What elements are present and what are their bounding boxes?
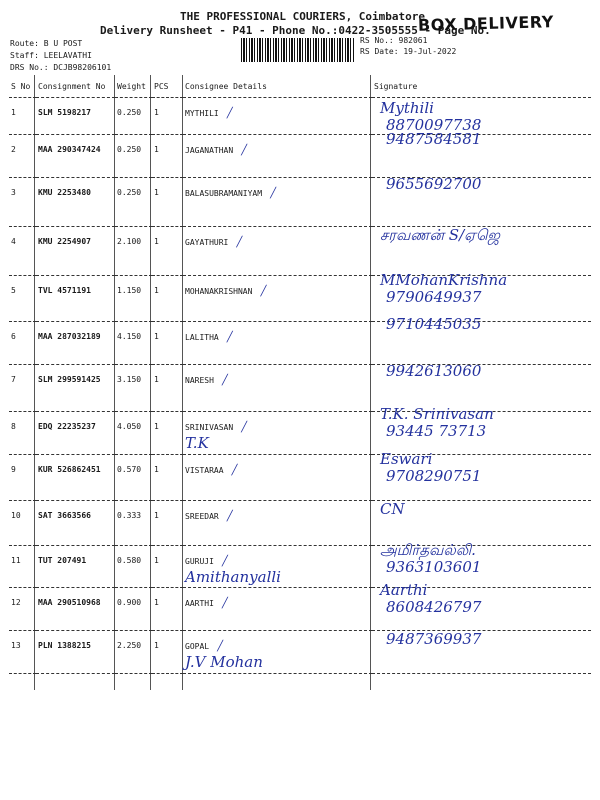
row-pcs: 1 — [154, 422, 159, 431]
route-label: Route: B U POST — [10, 39, 83, 48]
signature-name: Mythili — [380, 99, 434, 117]
row-weight: 0.570 — [117, 465, 142, 474]
row-sno: 1 — [11, 108, 16, 117]
row-sno: 4 — [11, 237, 16, 246]
row-consignment-no: TVL 4571191 — [38, 286, 91, 295]
row-consignment-no: EDQ 22235237 — [38, 422, 96, 431]
check-mark-icon: ╱ — [221, 598, 228, 609]
row-consignee — [183, 455, 372, 501]
row-weight: 0.580 — [117, 556, 142, 565]
table-row — [9, 455, 591, 501]
row-consignee — [183, 365, 372, 412]
signature-phone: 8870097738 — [386, 116, 482, 134]
row-consignee — [183, 227, 372, 276]
table-row — [9, 178, 591, 227]
row-signature — [372, 501, 591, 546]
check-mark-icon: ╱ — [270, 188, 277, 199]
row-weight: 4.150 — [117, 332, 142, 341]
handwritten-signature — [380, 451, 481, 485]
table-row — [9, 588, 591, 631]
check-mark-icon: ╱ — [241, 145, 248, 156]
row-signature — [372, 450, 591, 501]
row-sno: 9 — [11, 465, 16, 474]
table-row — [9, 276, 591, 322]
col-consignment: Consignment No — [38, 81, 106, 91]
row-pcs: 1 — [154, 465, 159, 474]
consignee-name: MOHANAKRISHNAN — [185, 287, 253, 296]
runsheet-body — [9, 98, 591, 674]
row-consignee — [183, 588, 372, 631]
handwritten-signature — [380, 542, 481, 576]
row-signature — [372, 227, 591, 276]
row-consignee — [183, 135, 372, 178]
barcode-image — [241, 38, 354, 62]
signature-phone: 9710445035 — [386, 315, 482, 333]
row-consignee — [183, 276, 372, 322]
row-sno: 7 — [11, 375, 16, 384]
row-pcs: 1 — [154, 598, 159, 607]
row-weight: 3.150 — [117, 375, 142, 384]
check-mark-icon: ╱ — [221, 375, 228, 386]
table-row — [9, 412, 591, 455]
document-title: THE PROFESSIONAL COURIERS, Coimbatore — [180, 10, 426, 23]
check-mark-icon: ╱ — [226, 332, 233, 343]
document-subtitle: Delivery Runsheet - P41 - Phone No.:0422-3505555 - Page No. — [100, 24, 491, 37]
signature-phone: 9942613060 — [386, 362, 482, 380]
col-weight: Weight — [117, 81, 146, 91]
consignee-handwritten-note: J.V Mohan — [185, 653, 263, 671]
consignee-name: GOPAL — [185, 642, 210, 651]
row-consignment-no: MAA 287032189 — [38, 332, 101, 341]
consignee-name: MYTHILI — [185, 109, 219, 118]
row-sno: 12 — [11, 598, 21, 607]
row-sno: 3 — [11, 188, 16, 197]
handwritten-signature — [380, 363, 481, 380]
row-pcs: 1 — [154, 188, 159, 197]
signature-name: Eswari — [380, 450, 433, 468]
handwritten-signature — [380, 631, 481, 648]
row-consignment-no: KUR 526862451 — [38, 465, 101, 474]
check-mark-icon: ╱ — [231, 465, 238, 476]
row-signature — [372, 631, 591, 674]
row-pcs: 1 — [154, 556, 159, 565]
row-pcs: 1 — [154, 375, 159, 384]
handwritten-signature — [380, 131, 481, 148]
handwritten-signature — [380, 176, 481, 193]
row-pcs: 1 — [154, 237, 159, 246]
table-row — [9, 365, 591, 412]
row-consignee — [183, 98, 372, 135]
row-signature — [372, 175, 591, 227]
signature-name: அமிர்தவல்லி. — [380, 541, 476, 559]
check-mark-icon: ╱ — [226, 511, 233, 522]
consignee-name: SRINIVASAN — [185, 423, 234, 432]
row-consignee — [183, 322, 372, 365]
signature-name: CN — [380, 500, 405, 518]
row-weight: 2.250 — [117, 641, 142, 650]
signature-name: சரவணன் S/ஏஜெ — [380, 226, 500, 244]
consignee-name: AARTHI — [185, 599, 214, 608]
staff-label: Staff: LEELAVATHI — [10, 51, 92, 60]
table-row — [9, 227, 591, 276]
row-signature — [372, 315, 591, 365]
signature-phone: 9708290751 — [386, 467, 482, 485]
signature-name: Aarthi — [380, 581, 428, 599]
handwritten-signature — [380, 582, 481, 616]
table-row — [9, 631, 591, 674]
row-consignee — [183, 412, 372, 455]
consignee-name: GURUJI — [185, 557, 214, 566]
row-consignment-no: MAA 290510968 — [38, 598, 101, 607]
row-weight: 0.333 — [117, 511, 142, 520]
table-row — [9, 546, 591, 588]
row-consignment-no: SLM 5198217 — [38, 108, 91, 117]
signature-phone: 9790649937 — [386, 288, 482, 306]
row-sno: 10 — [11, 511, 21, 520]
col-signature: Signature — [374, 81, 418, 91]
table-row — [9, 98, 591, 135]
handwritten-signature — [380, 316, 481, 333]
check-mark-icon: ╱ — [241, 422, 248, 433]
row-weight: 2.100 — [117, 237, 142, 246]
row-pcs: 1 — [154, 332, 159, 341]
consignee-name: SREEDAR — [185, 512, 219, 521]
consignee-name: NARESH — [185, 376, 214, 385]
consignee-name: VISTARAA — [185, 466, 224, 475]
row-consignee — [183, 546, 372, 588]
consignee-handwritten-note: T.K — [185, 434, 209, 452]
row-signature — [372, 130, 591, 178]
rs-date: RS Date: 19-Jul-2022 — [360, 47, 457, 56]
handwritten-signature — [380, 272, 507, 306]
signature-name: T.K. Srinivasan — [380, 405, 494, 423]
check-mark-icon: ╱ — [236, 237, 243, 248]
rs-number: RS No.: 982061 — [360, 36, 428, 45]
row-consignment-no: SAT 3663566 — [38, 511, 91, 520]
row-consignment-no: SLM 299591425 — [38, 375, 101, 384]
signature-phone: 9363103601 — [386, 558, 482, 576]
row-weight: 0.250 — [117, 188, 142, 197]
signature-name: MMohanKrishna — [380, 271, 508, 289]
row-consignment-no: TUT 207491 — [38, 556, 87, 565]
row-pcs: 1 — [154, 145, 159, 154]
consignee-name: BALASUBRAMANIYAM — [185, 189, 263, 198]
row-sno: 2 — [11, 145, 16, 154]
check-mark-icon: ╱ — [217, 641, 224, 652]
row-consignment-no: KMU 2253480 — [38, 188, 91, 197]
row-sno: 11 — [11, 556, 21, 565]
row-pcs: 1 — [154, 511, 159, 520]
row-sno: 8 — [11, 422, 16, 431]
signature-phone: 9487369937 — [386, 630, 482, 648]
col-consignee: Consignee Details — [185, 81, 267, 91]
table-row — [9, 501, 591, 546]
row-signature — [372, 581, 591, 631]
row-weight: 4.050 — [117, 422, 142, 431]
handwritten-signature — [380, 501, 405, 518]
handwritten-signature — [380, 227, 500, 244]
table-row — [9, 322, 591, 365]
consignee-name: GAYATHURI — [185, 238, 229, 247]
row-sno: 13 — [11, 641, 21, 650]
row-signature — [372, 405, 591, 455]
handwritten-signature — [380, 100, 481, 134]
table-row — [9, 135, 591, 178]
handwritten-signature — [380, 406, 494, 440]
check-mark-icon: ╱ — [226, 108, 233, 119]
runsheet-table — [9, 75, 591, 674]
row-consignment-no: KMU 2254907 — [38, 237, 91, 246]
row-weight: 0.250 — [117, 145, 142, 154]
row-weight: 0.900 — [117, 598, 142, 607]
row-pcs: 1 — [154, 286, 159, 295]
consignee-name: JAGANATHAN — [185, 146, 234, 155]
check-mark-icon: ╱ — [221, 556, 228, 567]
row-signature — [372, 98, 591, 135]
consignee-handwritten-note: Amithanyalli — [185, 568, 281, 586]
row-consignee — [183, 501, 372, 546]
row-consignment-no: PLN 1388215 — [38, 641, 91, 650]
signature-phone: 9487584581 — [386, 130, 482, 148]
row-weight: 1.150 — [117, 286, 142, 295]
row-sno: 5 — [11, 286, 16, 295]
col-pcs: PCS — [154, 81, 169, 91]
row-consignee — [183, 178, 372, 227]
check-mark-icon: ╱ — [260, 286, 267, 297]
row-pcs: 1 — [154, 641, 159, 650]
box-delivery-stamp: BOX DELIVERY — [417, 12, 555, 35]
signature-phone: 9655692700 — [386, 175, 482, 193]
row-consignee — [183, 631, 372, 674]
row-weight: 0.250 — [117, 108, 142, 117]
drs-number: DRS No.: DCJB98206101 — [10, 63, 112, 72]
signature-phone: 8608426797 — [386, 598, 482, 616]
col-sno: S No — [11, 81, 31, 91]
table-header-row — [9, 75, 591, 98]
signature-phone: 93445 73713 — [386, 422, 487, 440]
consignee-name: LALITHA — [185, 333, 219, 342]
row-pcs: 1 — [154, 108, 159, 117]
row-consignment-no: MAA 290347424 — [38, 145, 101, 154]
row-sno: 6 — [11, 332, 16, 341]
